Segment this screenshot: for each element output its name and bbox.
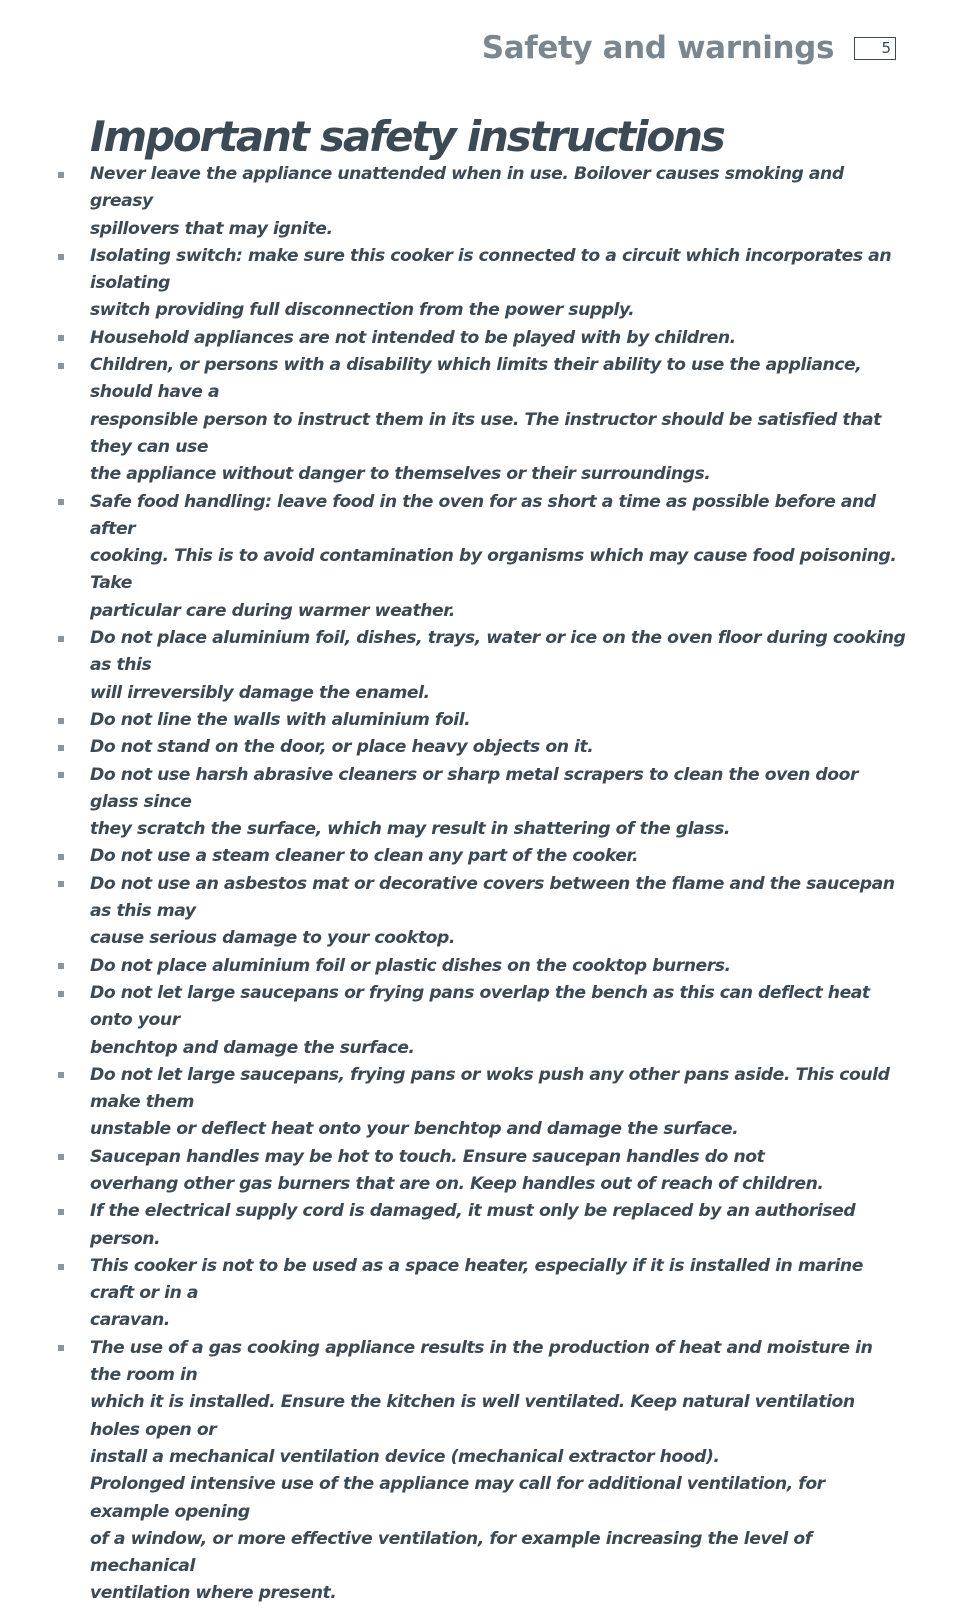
text-line: Do not line the walls with aluminium foil. — [90, 709, 471, 730]
list-item — [56, 1253, 906, 1335]
text-line: the appliance without danger to themselves or their surroundings. — [90, 464, 711, 485]
list-item-text — [90, 1144, 823, 1199]
square-bullet-icon — [56, 352, 90, 379]
square-bullet-icon — [56, 1253, 90, 1280]
text-line: Do not let large saucepans, frying pans or woks push any other pans aside. This could make them — [90, 1064, 890, 1113]
square-bullet-icon — [56, 1198, 90, 1225]
square-bullet-icon — [56, 953, 90, 980]
text-line: This cooker is not to be used as a space heater, especially if it is installed in marine craft or in a — [90, 1255, 863, 1304]
text-line: Do not use an asbestos mat or decorative covers between the flame and the saucepan as this may — [90, 873, 895, 922]
list-item-text — [90, 980, 906, 1062]
list-item-text — [90, 1198, 906, 1253]
square-bullet-icon — [56, 1144, 90, 1171]
list-item — [56, 625, 906, 707]
list-item — [56, 489, 906, 625]
list-item — [56, 843, 906, 870]
text-line: will irreversibly damage the enamel. — [90, 682, 430, 703]
text-line: Isolating switch: make sure this cooker is connected to a circuit which incorporates an isolating — [90, 245, 892, 294]
text-line: Household appliances are not intended to be played with by children. — [90, 327, 736, 348]
text-line: Do not place aluminium foil or plastic dishes on the cooktop burners. — [90, 955, 731, 976]
text-line: install a mechanical ventilation device (mechanical extractor hood). — [90, 1446, 720, 1467]
square-bullet-icon — [56, 871, 90, 898]
list-item — [56, 161, 906, 243]
list-item-text — [90, 953, 731, 980]
list-item-text — [90, 1335, 906, 1608]
page-header — [482, 30, 896, 66]
text-line: Do not stand on the door, or place heavy objects on it. — [90, 737, 594, 758]
square-bullet-icon — [56, 707, 90, 734]
text-line: If the electrical supply cord is damaged, it must only be replaced by an authorised person. — [90, 1201, 856, 1249]
text-line: spillovers that may ignite. — [90, 218, 333, 239]
list-item-text — [90, 489, 906, 625]
list-item — [56, 734, 906, 761]
text-line: Children, or persons with a disability which limits their ability to use the appliance, should have a — [90, 355, 862, 403]
square-bullet-icon — [56, 762, 90, 789]
square-bullet-icon — [56, 325, 90, 352]
text-line: Do not let large saucepans or frying pans overlap the bench as this can deflect heat onto your — [90, 982, 870, 1031]
list-item-text — [90, 352, 906, 488]
square-bullet-icon — [56, 1335, 90, 1362]
list-item — [56, 243, 906, 325]
text-line: Safe food handling: leave food in the oven for as short a time as possible before and after — [90, 491, 876, 539]
text-line: The use of a gas cooking appliance results in the production of heat and moisture in the room in — [90, 1337, 873, 1386]
square-bullet-icon — [56, 161, 90, 188]
text-line: Do not use a steam cleaner to clean any part of the cooker. — [90, 846, 639, 867]
list-item-text — [90, 1062, 906, 1144]
list-item — [56, 980, 906, 1062]
text-line: caravan. — [90, 1310, 170, 1331]
text-line: benchtop and damage the surface. — [90, 1037, 415, 1058]
list-item-text — [90, 843, 638, 870]
list-item-text — [90, 871, 906, 953]
text-line: Do not use harsh abrasive cleaners or sharp metal scrapers to clean the oven door glass since — [90, 764, 859, 812]
list-item — [56, 1198, 906, 1253]
square-bullet-icon — [56, 1062, 90, 1089]
text-line: unstable or deflect heat onto your benchtop and damage the surface. — [90, 1119, 739, 1140]
list-item-text — [90, 243, 906, 325]
text-line: particular care during warmer weather. — [90, 600, 455, 621]
list-item-text — [90, 1253, 906, 1335]
list-item-text — [90, 161, 906, 243]
section-title: Safety and warnings — [481, 30, 834, 66]
list-item — [56, 762, 906, 844]
square-bullet-icon — [56, 734, 90, 761]
text-line: cause serious damage to your cooktop. — [90, 928, 455, 949]
text-line: cooking. This is to avoid contamination by organisms which may cause food poisoning. Take — [90, 546, 897, 594]
text-line: Saucepan handles may be hot to touch. Ensure saucepan handles do not — [90, 1146, 765, 1167]
list-item-text — [90, 325, 736, 352]
list-item-text — [90, 707, 470, 734]
list-item — [56, 953, 906, 980]
text-line: they scratch the surface, which may result in shattering of the glass. — [90, 819, 730, 840]
list-item-text — [90, 625, 906, 707]
text-line: Prolonged intensive use of the appliance may call for additional ventilation, for example opening — [90, 1474, 825, 1522]
safety-instructions-list — [56, 161, 906, 1608]
text-line: ventilation where present. — [90, 1583, 337, 1604]
page-title: Important safety instructions — [90, 112, 724, 161]
list-item — [56, 325, 906, 352]
list-item-text — [90, 762, 906, 844]
text-line: responsible person to instruct them in its use. The instructor should be satisfied that they can use — [90, 409, 881, 457]
text-line: Never leave the appliance unattended when in use. Boilover causes smoking and greasy — [90, 164, 844, 212]
square-bullet-icon — [56, 843, 90, 870]
text-line: Do not place aluminium foil, dishes, trays, water or ice on the oven floor during cooking as this — [90, 628, 906, 676]
list-item — [56, 1062, 906, 1144]
text-line: overhang other gas burners that are on. Keep handles out of reach of children. — [90, 1173, 824, 1194]
text-line: of a window, or more effective ventilation, for example increasing the level of mechanical — [90, 1528, 812, 1577]
list-item — [56, 1335, 906, 1608]
text-line: which it is installed. Ensure the kitchen is well ventilated. Keep natural ventilation holes open or — [90, 1392, 855, 1440]
text-line: switch providing full disconnection from the power supply. — [90, 300, 635, 321]
list-item — [56, 871, 906, 953]
square-bullet-icon — [56, 243, 90, 270]
square-bullet-icon — [56, 625, 90, 652]
list-item — [56, 352, 906, 488]
list-item — [56, 707, 906, 734]
list-item — [56, 1144, 906, 1199]
list-item-text — [90, 734, 593, 761]
page-number: 5 — [854, 37, 896, 60]
square-bullet-icon — [56, 980, 90, 1007]
square-bullet-icon — [56, 489, 90, 516]
